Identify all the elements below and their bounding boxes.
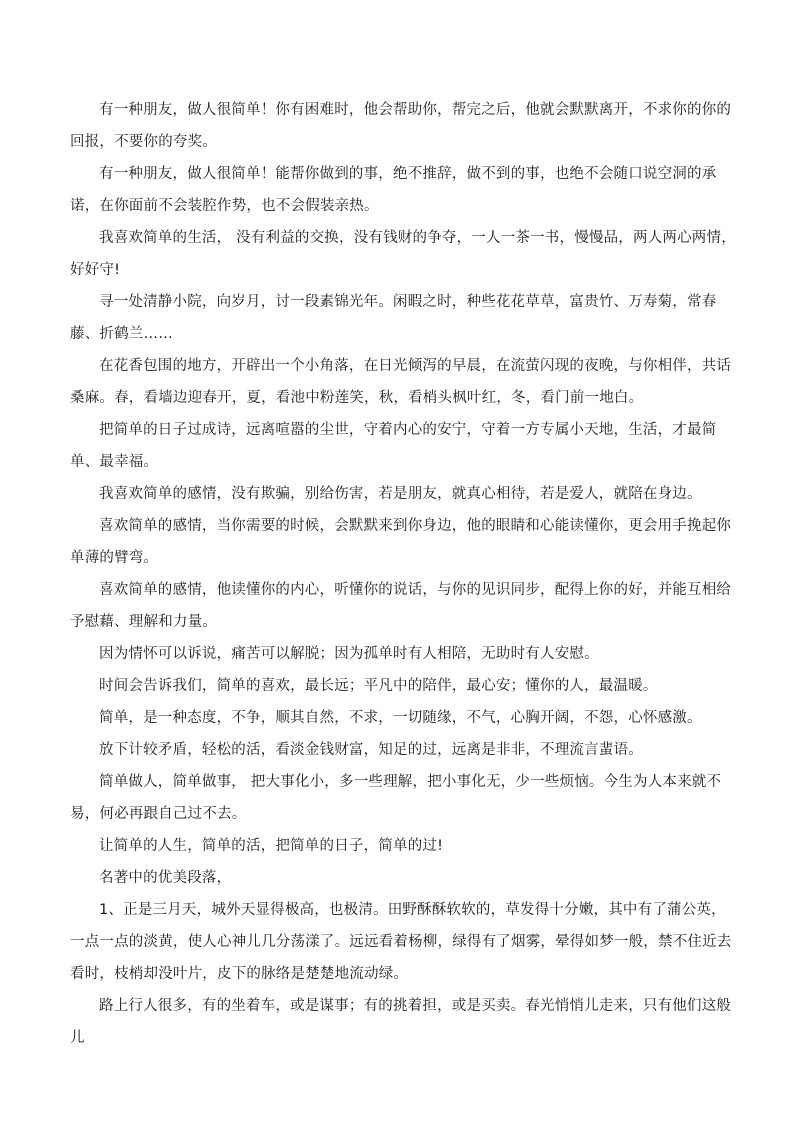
paragraph: 喜欢简单的感情，他读懂你的内心，听懂你的说话，与你的见识同步，配得上你的好，并能互相给予慰藉、理解和力量。 <box>70 582 732 630</box>
paragraph: 把简单的日子过成诗，远离喧嚣的尘世，守着内心的安宁，守着一方专属小天地，生活，才最简单、最幸福。 <box>70 422 717 470</box>
paragraph: 1、正是三月天，城外天显得极高，也极清。田野酥酥软软的，草发得十分嫩，其中有了蒲公英，一点一点的淡黄，使人心神儿几分荡漾了。远远看着杨柳，绿得有了烟雾，晕得如梦一般，禁不住近去看时，枝梢却没叶片，皮下的脉络是楚楚地流动绿。 <box>70 902 732 982</box>
paragraph: 有一种朋友，做人很简单！能帮你做到的事，绝不推辞，做不到的事，也绝不会随口说空洞的承诺，在你面前不会装腔作势，也不会假装亲热。 <box>70 166 717 214</box>
paragraph: 路上行人很多，有的坐着车，或是谋事；有的挑着担，或是买卖。春光悄悄儿走来，只有他们这般儿 <box>70 998 732 1046</box>
paragraph: 时间会告诉我们，简单的喜欢，最长远；平凡中的陪伴，最心安；懂你的人，最温暖。 <box>99 678 658 694</box>
paragraph: 因为情怀可以诉说，痛苦可以解脱；因为孤单时有人相陪，无助时有人安慰。 <box>99 646 599 662</box>
paragraph: 我喜欢简单的生活， 没有利益的交换，没有钱财的争夺，一人一茶一书，慢慢品，两人两心两情，好好守! <box>70 230 736 278</box>
document-body <box>70 94 736 1054</box>
paragraph: 让简单的人生，简单的活，把简单的日子，简单的过! <box>99 838 444 854</box>
paragraph: 放下计较矛盾，轻松的活，看淡金钱财富，知足的过，远离是非非，不理流言蜚语。 <box>99 742 643 758</box>
paragraph: 简单，是一种态度，不争，顺其自然，不求，一切随缘，不气，心胸开阔，不怨，心怀感激。 <box>99 710 702 726</box>
paragraph: 简单做人，简单做事， 把大事化小，多一些理解，把小事化无，少一些烦恼。今生为人本来就不易，何必再跟自己过不去。 <box>70 774 722 822</box>
paragraph: 在花香包围的地方，开辟出一个小角落，在日光倾泻的早晨，在流萤闪现的夜晚，与你相伴，共话桑麻。春，看墙边迎春开，夏，看池中粉莲笑，秋，看梢头枫叶红，冬，看门前一地白。 <box>70 358 732 406</box>
paragraph: 喜欢简单的感情，当你需要的时候，会默默来到你身边，他的眼睛和心能读懂你，更会用手挽起你单薄的臂弯。 <box>70 518 732 566</box>
paragraph: 我喜欢简单的感情，没有欺骗，别给伤害，若是朋友，就真心相待，若是爱人，就陪在身边。 <box>99 486 702 502</box>
section-heading: 名著中的优美段落， <box>99 870 232 886</box>
paragraph: 寻一处清静小院，向岁月，讨一段素锦光年。闲暇之时，种些花花草草，富贵竹、万寿菊，常春藤、折鹤兰…… <box>70 294 717 342</box>
paragraph: 有一种朋友，做人很简单！你有困难时，他会帮助你，帮完之后，他就会默默离开，不求你的你的回报，不要你的夸奖。 <box>70 102 732 150</box>
